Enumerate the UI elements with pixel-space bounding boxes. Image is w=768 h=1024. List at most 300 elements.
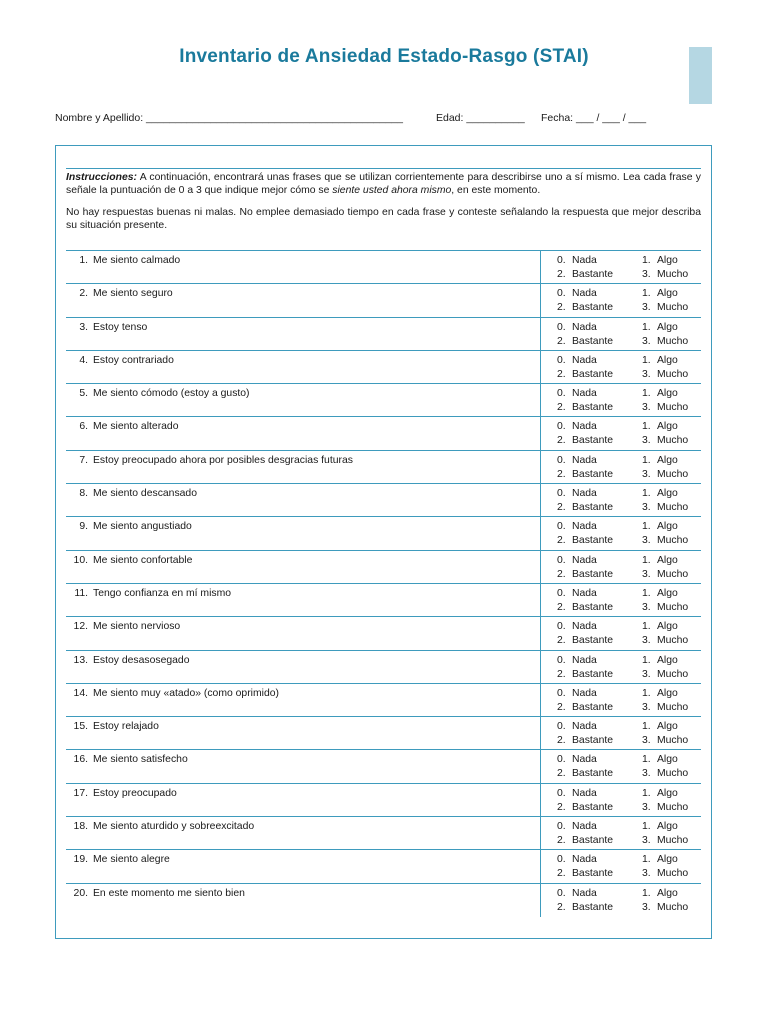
option-label: Bastante (572, 502, 614, 514)
item-statement (72, 255, 180, 266)
option-label: Nada (572, 687, 597, 699)
item-statement (72, 854, 170, 865)
response-option[interactable] (642, 421, 678, 432)
option-label: Algo (657, 554, 678, 566)
option-key: 0. (557, 421, 566, 433)
option-key: 1. (642, 421, 651, 433)
option-label: Bastante (572, 635, 614, 647)
response-option[interactable] (642, 902, 688, 913)
option-label: Algo (657, 787, 678, 799)
response-option[interactable] (642, 269, 688, 280)
response-option[interactable] (642, 369, 688, 380)
option-label: Algo (657, 521, 678, 533)
option-label: Algo (657, 887, 678, 899)
response-option[interactable] (557, 455, 597, 466)
response-option[interactable] (642, 768, 688, 779)
response-option[interactable] (642, 588, 678, 599)
table-row (66, 384, 701, 417)
table-row (66, 318, 701, 351)
table-row (66, 850, 701, 883)
option-key: 2. (557, 601, 566, 613)
option-key: 1. (642, 554, 651, 566)
item-text: Me siento cómodo (estoy a gusto) (93, 388, 250, 400)
item-text: Me siento descansado (93, 488, 197, 500)
response-option[interactable] (642, 721, 678, 732)
option-label: Bastante (572, 701, 614, 713)
item-text: Estoy desasosegado (93, 654, 190, 666)
response-options (540, 817, 701, 849)
option-key: 2. (557, 368, 566, 380)
option-key: 0. (557, 255, 566, 266)
response-option[interactable] (642, 688, 678, 699)
option-label: Mucho (657, 435, 689, 447)
option-key: 2. (557, 502, 566, 514)
option-key: 3. (642, 468, 651, 480)
response-option[interactable] (642, 336, 688, 347)
questionnaire-frame (55, 145, 712, 939)
item-statement (72, 588, 231, 599)
option-key: 1. (642, 787, 651, 799)
response-options (540, 784, 701, 816)
response-option[interactable] (557, 854, 597, 865)
option-label: Algo (657, 754, 678, 766)
response-options (540, 850, 701, 882)
response-options (540, 884, 701, 917)
option-label: Algo (657, 654, 678, 666)
instructions-block (66, 168, 701, 242)
response-option[interactable] (642, 868, 688, 879)
option-label: Bastante (572, 601, 614, 613)
response-option[interactable] (557, 402, 613, 413)
option-key: 1. (642, 587, 651, 599)
item-number: 10. (73, 554, 88, 566)
option-key: 1. (642, 654, 651, 666)
option-label: Mucho (657, 468, 689, 480)
response-option[interactable] (557, 802, 613, 813)
response-options (540, 251, 701, 283)
response-option[interactable] (557, 535, 613, 546)
items-table (66, 250, 701, 917)
response-option[interactable] (557, 521, 597, 532)
item-text: Me siento muy «atado» (como oprimido) (93, 687, 279, 699)
item-statement (72, 655, 189, 666)
option-key: 1. (642, 887, 651, 899)
option-key: 3. (642, 402, 651, 414)
response-option[interactable] (642, 621, 678, 632)
option-key: 0. (557, 321, 566, 333)
option-label: Algo (657, 621, 678, 633)
response-option[interactable] (557, 888, 597, 899)
option-label: Bastante (572, 868, 614, 880)
instructions-text-a: A continuación, encontrará unas frases que se utilizan corrientemente para describirse uno a sí mismo. Lea cada frase y señale la puntuación de 0 a 3 que indique mejor cómo se (66, 172, 701, 196)
option-label: Mucho (657, 568, 689, 580)
response-option[interactable] (642, 888, 678, 899)
option-label: Nada (572, 554, 597, 566)
option-key: 3. (642, 269, 651, 280)
response-option[interactable] (642, 854, 678, 865)
item-text: Estoy tenso (93, 321, 148, 333)
option-label: Bastante (572, 368, 614, 380)
item-statement (72, 521, 192, 532)
response-option[interactable] (557, 435, 613, 446)
instructions-text-b: , en este momento. (451, 184, 541, 196)
item-text: Me siento calmado (93, 255, 181, 266)
response-option[interactable] (642, 322, 678, 333)
option-label: Bastante (572, 335, 614, 347)
option-key: 0. (557, 488, 566, 500)
item-text: Estoy contrariado (93, 354, 174, 366)
option-key: 0. (557, 621, 566, 633)
response-option[interactable] (557, 469, 613, 480)
item-number: 16. (73, 754, 88, 766)
option-label: Nada (572, 621, 597, 633)
item-statement (72, 821, 254, 832)
item-text: Estoy relajado (93, 721, 159, 733)
item-statement (72, 322, 147, 333)
option-key: 0. (557, 754, 566, 766)
response-option[interactable] (557, 635, 613, 646)
response-options (540, 584, 701, 616)
item-statement (72, 788, 177, 799)
item-number: 1. (79, 255, 88, 266)
item-statement (72, 888, 245, 899)
item-statement (72, 621, 180, 632)
item-number: 13. (73, 654, 88, 666)
option-key: 0. (557, 521, 566, 533)
option-label: Nada (572, 521, 597, 533)
option-label: Bastante (572, 468, 614, 480)
table-row (66, 584, 701, 617)
option-label: Algo (657, 687, 678, 699)
option-label: Mucho (657, 502, 689, 514)
option-key: 3. (642, 901, 651, 913)
item-text: Me siento alterado (93, 421, 179, 433)
option-label: Nada (572, 288, 597, 300)
option-label: Mucho (657, 901, 689, 913)
response-option[interactable] (557, 502, 613, 513)
option-key: 1. (642, 388, 651, 400)
table-row (66, 484, 701, 517)
option-key: 1. (642, 288, 651, 300)
response-option[interactable] (642, 754, 678, 765)
response-option[interactable] (557, 721, 597, 732)
option-key: 2. (557, 335, 566, 347)
response-option[interactable] (642, 655, 678, 666)
option-label: Bastante (572, 835, 614, 847)
option-key: 1. (642, 321, 651, 333)
item-number: 2. (79, 288, 88, 300)
response-option[interactable] (557, 488, 597, 499)
item-text: Me siento angustiado (93, 521, 192, 533)
option-key: 0. (557, 887, 566, 899)
option-label: Mucho (657, 335, 689, 347)
item-number: 15. (73, 721, 88, 733)
response-option[interactable] (557, 655, 597, 666)
option-label: Mucho (657, 368, 689, 380)
response-option[interactable] (557, 269, 613, 280)
option-label: Algo (657, 587, 678, 599)
response-options (540, 684, 701, 716)
option-key: 0. (557, 721, 566, 733)
option-label: Mucho (657, 668, 689, 680)
option-label: Bastante (572, 801, 614, 813)
option-key: 2. (557, 668, 566, 680)
option-label: Nada (572, 787, 597, 799)
item-text: Me siento nervioso (93, 621, 181, 633)
response-option[interactable] (557, 602, 613, 613)
option-label: Nada (572, 754, 597, 766)
option-label: Nada (572, 854, 597, 866)
option-key: 3. (642, 601, 651, 613)
table-row (66, 884, 701, 917)
option-label: Nada (572, 321, 597, 333)
option-key: 2. (557, 735, 566, 747)
response-option[interactable] (642, 402, 688, 413)
option-label: Mucho (657, 535, 689, 547)
response-option[interactable] (642, 355, 678, 366)
response-option[interactable] (642, 469, 688, 480)
option-label: Mucho (657, 735, 689, 747)
item-statement (72, 754, 188, 765)
response-options (540, 750, 701, 782)
response-option[interactable] (642, 821, 678, 832)
option-label: Bastante (572, 402, 614, 414)
option-key: 2. (557, 801, 566, 813)
item-number: 7. (79, 454, 88, 466)
response-option[interactable] (557, 302, 613, 313)
response-option[interactable] (642, 802, 688, 813)
option-key: 1. (642, 721, 651, 733)
option-key: 0. (557, 854, 566, 866)
option-key: 3. (642, 701, 651, 713)
response-option[interactable] (557, 555, 597, 566)
option-key: 2. (557, 868, 566, 880)
response-option[interactable] (557, 388, 597, 399)
table-row (66, 417, 701, 450)
option-label: Nada (572, 721, 597, 733)
item-statement (72, 355, 174, 366)
option-key: 1. (642, 521, 651, 533)
response-option[interactable] (557, 369, 613, 380)
item-number: 18. (73, 821, 88, 833)
response-option[interactable] (642, 455, 678, 466)
response-option[interactable] (557, 322, 597, 333)
item-number: 6. (79, 421, 88, 433)
item-number: 3. (79, 321, 88, 333)
item-number: 17. (73, 787, 88, 799)
option-label: Mucho (657, 835, 689, 847)
response-option[interactable] (557, 621, 597, 632)
option-key: 0. (557, 388, 566, 400)
option-label: Mucho (657, 868, 689, 880)
response-option[interactable] (557, 868, 613, 879)
option-label: Algo (657, 388, 678, 400)
item-text: Me siento alegre (93, 854, 170, 866)
response-option[interactable] (642, 702, 688, 713)
item-text: En este momento me siento bien (93, 887, 245, 899)
option-key: 3. (642, 535, 651, 547)
response-option[interactable] (557, 288, 597, 299)
response-options (540, 551, 701, 583)
response-option[interactable] (642, 302, 688, 313)
option-key: 2. (557, 568, 566, 580)
response-option[interactable] (642, 555, 678, 566)
option-key: 3. (642, 335, 651, 347)
response-option[interactable] (557, 588, 597, 599)
option-label: Bastante (572, 302, 614, 314)
option-label: Bastante (572, 735, 614, 747)
item-text: Tengo confianza en mí mismo (93, 587, 232, 599)
response-option[interactable] (642, 435, 688, 446)
option-label: Mucho (657, 402, 689, 414)
option-key: 0. (557, 554, 566, 566)
option-label: Nada (572, 887, 597, 899)
option-key: 3. (642, 635, 651, 647)
response-option[interactable] (642, 288, 678, 299)
item-text: Me siento satisfecho (93, 754, 188, 766)
response-option[interactable] (557, 754, 597, 765)
name-field[interactable]: Nombre y Apellido: ____________________________________________ (55, 112, 403, 124)
response-option[interactable] (642, 255, 678, 266)
response-option[interactable] (642, 788, 678, 799)
response-option[interactable] (642, 502, 688, 513)
response-options (540, 417, 701, 449)
item-number: 9. (79, 521, 88, 533)
table-row (66, 817, 701, 850)
response-option[interactable] (557, 569, 613, 580)
response-option[interactable] (557, 768, 613, 779)
response-option[interactable] (642, 835, 688, 846)
table-row (66, 284, 701, 317)
option-key: 2. (557, 402, 566, 414)
option-key: 3. (642, 768, 651, 780)
option-key: 2. (557, 302, 566, 314)
option-key: 3. (642, 735, 651, 747)
response-option[interactable] (557, 355, 597, 366)
option-label: Nada (572, 354, 597, 366)
item-number: 4. (79, 354, 88, 366)
option-key: 0. (557, 687, 566, 699)
option-key: 1. (642, 687, 651, 699)
option-key: 0. (557, 288, 566, 300)
response-options (540, 451, 701, 483)
table-row (66, 517, 701, 550)
option-label: Nada (572, 488, 597, 500)
response-option[interactable] (642, 488, 678, 499)
option-key: 1. (642, 754, 651, 766)
instructions-lead: Instrucciones: (66, 172, 138, 183)
option-key: 2. (557, 269, 566, 280)
option-label: Mucho (657, 801, 689, 813)
item-number: 8. (79, 488, 88, 500)
table-row (66, 251, 701, 284)
table-row (66, 784, 701, 817)
option-label: Nada (572, 454, 597, 466)
response-options (540, 351, 701, 383)
option-key: 2. (557, 768, 566, 780)
response-option[interactable] (557, 735, 613, 746)
option-label: Bastante (572, 269, 614, 280)
response-options (540, 318, 701, 350)
response-option[interactable] (557, 788, 597, 799)
option-label: Algo (657, 454, 678, 466)
item-statement (72, 555, 192, 566)
section-tab-marker (689, 47, 712, 104)
option-key: 3. (642, 435, 651, 447)
item-statement (72, 721, 159, 732)
item-number: 19. (73, 854, 88, 866)
option-key: 1. (642, 354, 651, 366)
instructions-paragraph-2: No hay respuestas buenas ni malas. No emplee demasiado tiempo en cada frase y conteste señalando la respuesta que mejor describa su situación presente. (66, 207, 701, 231)
option-key: 2. (557, 468, 566, 480)
table-row (66, 451, 701, 484)
item-number: 11. (74, 587, 88, 599)
option-key: 1. (642, 621, 651, 633)
option-label: Bastante (572, 435, 614, 447)
option-key: 3. (642, 801, 651, 813)
option-key: 2. (557, 435, 566, 447)
response-option[interactable] (642, 669, 688, 680)
option-label: Mucho (657, 302, 689, 314)
response-option[interactable] (557, 421, 597, 432)
option-key: 2. (557, 901, 566, 913)
response-option[interactable] (557, 821, 597, 832)
instructions-emphasis: siente usted ahora mismo (332, 184, 452, 196)
response-option[interactable] (557, 902, 613, 913)
response-option[interactable] (642, 602, 688, 613)
option-label: Algo (657, 721, 678, 733)
option-label: Nada (572, 587, 597, 599)
option-label: Mucho (657, 601, 689, 613)
option-key: 0. (557, 454, 566, 466)
option-key: 0. (557, 354, 566, 366)
option-label: Algo (657, 255, 678, 266)
option-key: 0. (557, 787, 566, 799)
table-row (66, 551, 701, 584)
table-row (66, 351, 701, 384)
response-option[interactable] (642, 569, 688, 580)
response-option[interactable] (642, 388, 678, 399)
response-option[interactable] (557, 702, 613, 713)
response-option[interactable] (557, 835, 613, 846)
option-key: 3. (642, 302, 651, 314)
table-row (66, 750, 701, 783)
table-row (66, 684, 701, 717)
table-row (66, 617, 701, 650)
option-key: 2. (557, 635, 566, 647)
response-option[interactable] (642, 521, 678, 532)
response-options (540, 284, 701, 316)
item-statement (72, 421, 178, 432)
option-label: Mucho (657, 635, 689, 647)
response-option[interactable] (642, 535, 688, 546)
age-field[interactable]: Edad: __________ (436, 112, 525, 124)
option-label: Bastante (572, 568, 614, 580)
option-key: 0. (557, 587, 566, 599)
option-label: Mucho (657, 768, 689, 780)
option-label: Nada (572, 654, 597, 666)
date-field[interactable]: Fecha: ___ / ___ / ___ (541, 112, 647, 124)
response-option[interactable] (642, 735, 688, 746)
option-key: 0. (557, 821, 566, 833)
table-row (66, 651, 701, 684)
item-statement (72, 455, 353, 466)
response-option[interactable] (557, 255, 597, 266)
response-option[interactable] (642, 635, 688, 646)
response-option[interactable] (557, 669, 613, 680)
response-option[interactable] (557, 688, 597, 699)
response-option[interactable] (557, 336, 613, 347)
